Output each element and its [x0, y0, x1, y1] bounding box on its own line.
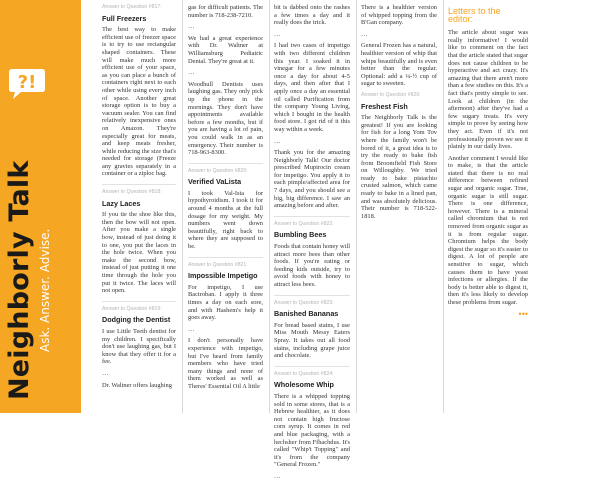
article-body: General Frozen has a natural, healthier version of whip that whips beautifully and is even better than the regular. Optional: add a ¼-½ cup of sugar to sweeten.	[361, 42, 437, 88]
divider	[102, 184, 176, 185]
speech-bubble-icon	[5, 68, 49, 100]
letters-heading: Letters to the editor:	[448, 6, 501, 24]
column-1	[102, 0, 183, 413]
question-number: Answer to Question #822:	[274, 220, 334, 227]
question-number: Answer to Question #823:	[274, 299, 334, 306]
article-heading: Full Freezers	[102, 13, 147, 23]
article-body: I had two cases of impetigo with two different children this year. I soaked it in vinegar for a few minutes once a day for about 4-5 days, and then after that I apply once a day an essential oil called Purification from the company Young Living, which I bought in the health food store. I got rid of it this way within a week.	[274, 42, 350, 133]
column-5	[448, 0, 528, 413]
article-heading: Lazy Laces	[102, 198, 141, 208]
article-body: Dr. Waltner offers laughing	[102, 381, 172, 389]
article-body: The best way to make efficient use of freezer space is to try to use rectangular shaped containers. These will make much more efficient use of your space, as you can place a bunch of containers right next to each other while using every inch of space. Another great storage option is to buy a vacuum sealer. You can find relatively inexpensive ones on Amazon. They're especially great for meats, and keep meats fresher, while reducing the size that's needed for storage (Freeze any gravies separately in a container or a ziploc bag.	[102, 26, 176, 178]
question-number: Answer to Question #817:	[102, 4, 162, 10]
divider	[188, 257, 263, 258]
article-body: There is a healthier version of whipped topping from the B'Gan company.	[361, 4, 437, 27]
letter-body: The article about sugar was really informative! I would like to comment on the fact that the article stated that sugar does not cause children to be hyperactive and act crazy. It's amazing that there aren't more than a few studies on this. It's a fact that's pretty simple to see. Look at children (in the afternoon) after they've had a few sugary treats. It's very simple to prove by seeing how they act. Even if it's not professionally proven we see it plainly in our daily lives.	[448, 29, 528, 151]
article-heading: Dodging the Dentist	[102, 315, 171, 325]
article-body: For impetigo, I use Bactroban. I apply it three times a day on each sore, and with Hashem's help it goes away.	[188, 283, 263, 322]
article-body: We had a great experience with Dr. Waltner at Williamsburg Pediatric Dental. They're great at it.	[188, 34, 263, 65]
column-2	[188, 0, 270, 413]
article-heading: Impossible Impetigo	[188, 271, 258, 281]
divider	[102, 301, 176, 302]
article-body: I use Little Teeth dentist for my children. I specifically don't use laughing gas, but I know that they offer it for a fee.	[102, 327, 176, 366]
article-body: bit is dabbed onto the rashes a few times a day and it really does the trick.	[274, 4, 350, 27]
divider	[274, 295, 350, 296]
divider	[274, 366, 350, 367]
question-number: Answer to Question #819:	[102, 305, 162, 312]
article-body: For bread based stains, I use Miss Mouth Messy Eaters Spray. It takes out all food stains, including grape juice and chocolate.	[274, 321, 350, 360]
ellipsis: …	[361, 30, 368, 38]
ellipsis: …	[274, 137, 281, 145]
question-bubble-logo	[5, 68, 49, 100]
column-4	[361, 0, 444, 413]
article-body: Foods that contain honey will attract more bees than other foods. If you're eating or feeding kids outside, try to avoid foods with honey to attract less bees.	[274, 243, 350, 288]
article-heading: Freshest Fish	[361, 101, 408, 111]
question-number: Answer to Question #824:	[274, 370, 334, 377]
article-body: There is a whipped topping sold in some stores, that is a Hebrew healthier, as it does not contain high fructose corn syrup. It comes in red and blue packaging, with a hechsher from Ffhachdus. It's called "Whip't Topping" and it's from the company "General Frozen."	[274, 392, 350, 469]
article-body: Woodhull Dentists uses laughing gas. They only pick up the phone in the mornings. They don't have appointments available before a few months, but if you are having a lot of pain, you could walk in as an emergency. Their number is 718-963-8300.	[188, 80, 263, 157]
article-heading: Banished Bananas	[274, 309, 339, 319]
ellipsis: …	[188, 325, 195, 333]
article-body: The Neighborly Talk is the greatest! If you are looking for fish for a long Yom Tov where the family won't be bored of it, a great idea is to try the ready to bake fish from Broomfield Fish Store on Willoughby. We tried ready to bake pistachio crusted salmon, which came ready to bake in a lined pan, and was absolutely delicious. Their number is 718-522-1818.	[361, 114, 437, 220]
publication-tagline: Ask. Answer. Advise.	[38, 228, 52, 352]
question-number: Answer to Question #820:	[188, 167, 248, 174]
ellipsis: …	[188, 69, 195, 77]
end-dots: •••	[518, 308, 528, 319]
article-body: I don't personally have experience with impetigo, but I've heard from family members who have tried many things and none of them worked as well as Theres' Essential Oil A little	[188, 337, 263, 390]
article-body: Thank you for the amazing Neighborly Talk! Our doctor prescribed Mupirocin cream for impetigo. You apply it to each pimple/affected area for 7 days, and you should see a big, big difference. I saw an amazing before and after.	[274, 149, 350, 210]
vertical-title-block	[3, 150, 73, 400]
article-heading: Wholesome Whip	[274, 380, 334, 390]
column-3	[274, 0, 357, 480]
sidebar-banner	[0, 0, 81, 413]
letter-body: Another comment I would like to make, is that the article stated that there is no real difference between refined sugar and organic sugar. True, organic sugar is still sugar. There is one difference, however. There is a mineral called chromium that is not removed from organic sugar as it is from regular sugar. Chromium helps the body digest the sugar so it's easier to digest. A lot of people are sensitive to sugar, which causes them to have yeast infections or allergies. If the body is better able to digest it, then it's less likely to develop these problems from sugar.	[448, 154, 528, 306]
article-body: I took Val-Ista for hypothyroidism. I took it for around 4 months at the full dosage for my weight. My numbers went down beautifully, right back to where they are supposed to be.	[188, 189, 263, 251]
divider	[188, 163, 263, 164]
ellipsis: …	[274, 30, 281, 38]
article-body: gas for difficult patients. The number is 718-238-7210.	[188, 4, 263, 19]
ellipsis: …	[274, 472, 281, 480]
question-number: Answer to Question #818:	[102, 189, 162, 196]
badge-glyph: ?!	[17, 72, 37, 93]
question-number: Answer to Question #821:	[188, 261, 248, 268]
publication-title: Neighborly Talk	[4, 160, 35, 400]
ellipsis: …	[188, 23, 195, 31]
article-body: If you tie the shoe like this, then the bow will not open. After you make a single bow, instead of just doing it to one, you put the laces in the hole twice. When you make the second bow, instead of just putting it one time through the hole you put it twice. The laces will not open.	[102, 211, 176, 295]
divider	[274, 216, 350, 217]
question-number: Answer to Question #826:	[361, 91, 421, 98]
article-heading: Bumbling Bees	[274, 230, 327, 240]
ellipsis: …	[102, 369, 109, 377]
article-heading: Verified VaLista	[188, 177, 242, 187]
